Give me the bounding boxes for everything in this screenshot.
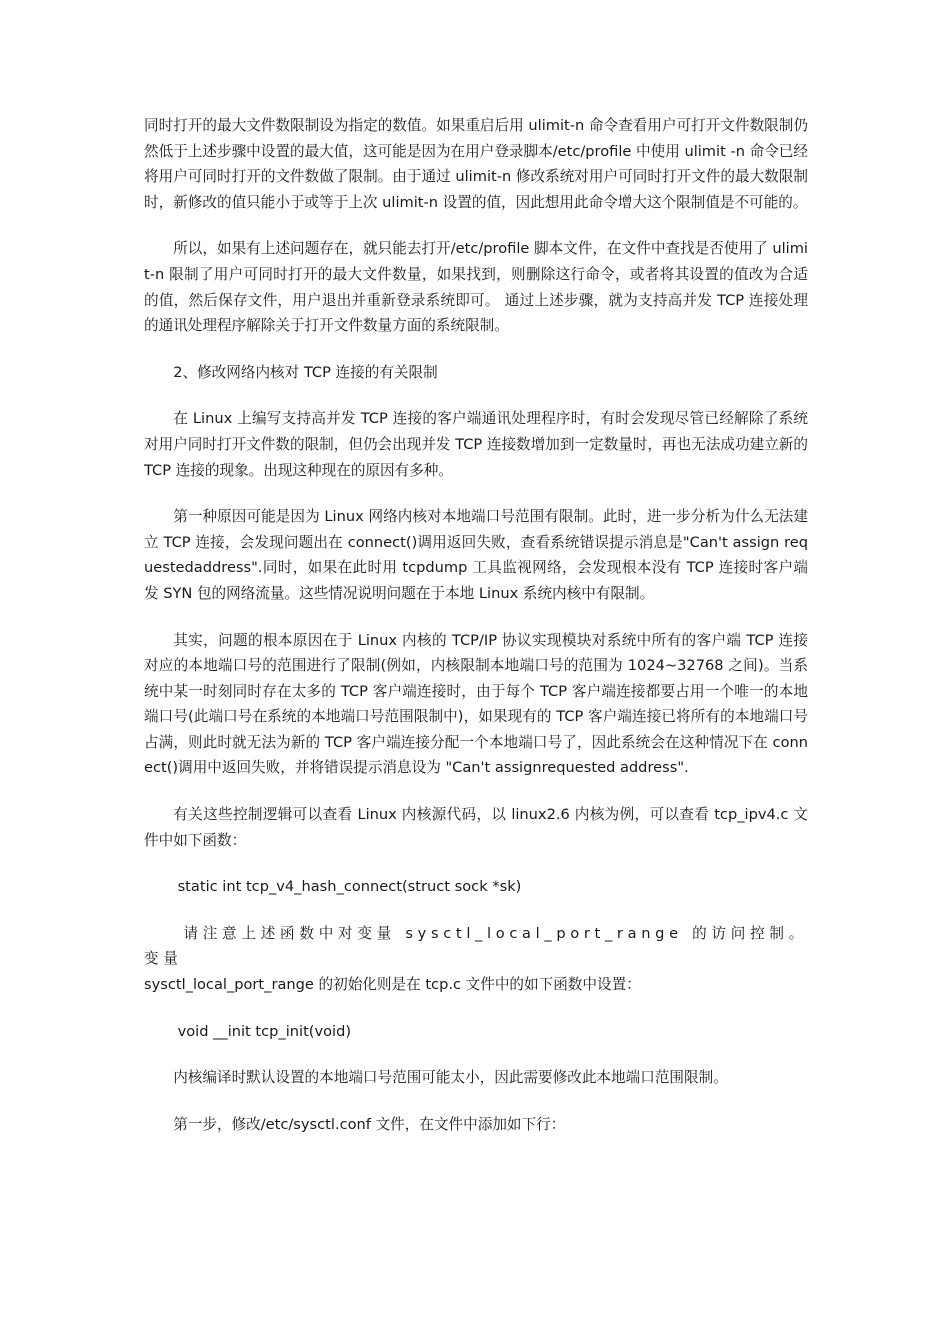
paragraph-port-range-variable [144, 921, 808, 998]
code-line-hash-connect: static int tcp_v4_hash_connect(struct sock *sk) [177, 878, 522, 896]
paragraph-port-range-line2: sysctl_local_port_range 的初始化则是在 tcp.c 文件中的如下函数中设置： [144, 976, 641, 994]
paragraph-root-cause: 其实，问题的根本原因在于 Linux 内核的 TCP/IP 协议实现模块对系统中所有的客户端 TCP 连接对应的本地端口号的范围进行了限制(例如，内核限制本地端口号的范围为 1024~32768 之间)。当系统中某一时刻同时存在太多的 TCP 客户端连接时，由于每个 TCP 客户端连接都要占用一个唯一的本地端口号(此端口号在系统的本地端口号范围限制中)，如果现有的 TCP 客户端连接已将所有的本地端口号占满，则此时就无法为新的 TCP 客户端连接分配一个本地端口号了，因此系统会在这种情况下在 connect()调用中返回失败，并将错误提示消息设为 "Can't assignrequested address". [144, 631, 808, 777]
paragraph-linux-tcp-client: 在 Linux 上编写支持高并发 TCP 连接的客户端通讯处理程序时，有时会发现尽管已经解除了系统对用户同时打开文件数的限制，但仍会出现并发 TCP 连接数增加到一定数量时，再也无法成功建立新的 TCP 连接的现象。出现这种现在的原因有多种。 [144, 410, 808, 479]
paragraph-ulimit-limit: 同时打开的最大文件数限制设为指定的数值。如果重启后用 ulimit-n 命令查看用户可打开文件数限制仍然低于上述步骤中设置的最大值，这可能是因为在用户登录脚本/etc/profile 中使用 ulimit -n 命令已经将用户可同时打开的文件数做了限制。由于通过 ulimit-n 修改系统对用户可同时打开文件的最大数限制时，新修改的值只能小于或等于上次 ulimit-n 设置的值，因此想用此命令增大这个限制值是不可能的。 [144, 117, 808, 211]
paragraph-profile-fix: 所以，如果有上述问题存在，就只能去打开/etc/profile 脚本文件，在文件中查找是否使用了 ulimit-n 限制了用户可同时打开的最大文件数量，如果找到，则删除这行命令，或者将其设置的值改为合适的值，然后保存文件，用户退出并重新登录系统即可。 通过上述步骤，就为支持高并发 TCP 连接处理的通讯处理程序解除关于打开文件数量方面的系统限制。 [144, 240, 808, 335]
paragraph-first-reason: 第一种原因可能是因为 Linux 网络内核对本地端口号范围有限制。此时，进一步分析为什么无法建立 TCP 连接，会发现问题出在 connect()调用返回失败，查看系统错误提示消息是"Can't assign requestedaddress".同时，如果在此时用 tcpdump 工具监视网络，会发现根本没有 TCP 连接时客户端发 SYN 包的网络流量。这些情况说明问题在于本地 Linux 系统内核中有限制。 [144, 508, 808, 602]
paragraph-default-range: 内核编译时默认设置的本地端口号范围可能太小，因此需要修改此本地端口范围限制。 [173, 1069, 728, 1087]
paragraph-port-range-line1: 请注意上述函数中对变量 sysctl_local_port_range 的访问控制。变量 [144, 924, 808, 968]
section-heading-tcp-limits: 2、修改网络内核对 TCP 连接的有关限制 [173, 363, 438, 381]
paragraph-kernel-source: 有关这些控制逻辑可以查看 Linux 内核源代码，以 linux2.6 内核为例，可以查看 tcp_ipv4.c 文件中如下函数： [144, 806, 808, 849]
document-page [144, 113, 808, 1158]
code-line-tcp-init: void __init tcp_init(void) [177, 1022, 352, 1040]
paragraph-step-one: 第一步，修改/etc/sysctl.conf 文件，在文件中添加如下行： [173, 1115, 566, 1133]
